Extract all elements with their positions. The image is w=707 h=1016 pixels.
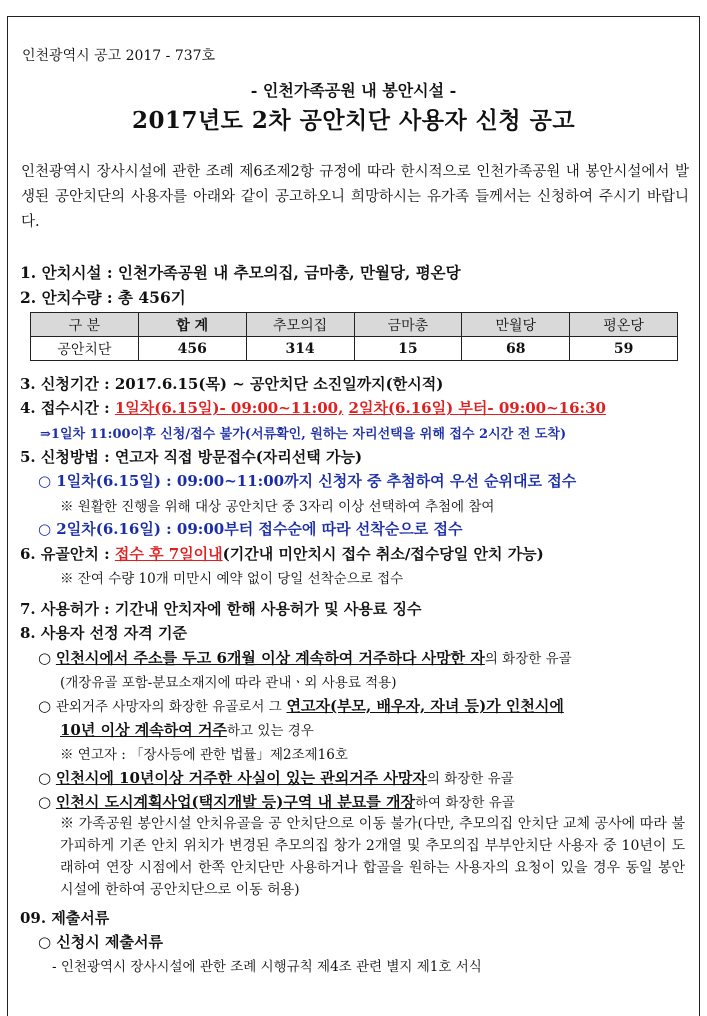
criteria-4: [38, 791, 515, 812]
section-3-value: 2017.6.15(목) ~ 공안치단 소진일까지(한시적): [114, 375, 444, 393]
section-5-label: 5. 신청방법 :: [20, 448, 110, 466]
criteria-1-bullet: ○: [38, 649, 52, 667]
section-4-day2: 2일차(6.16일) 부터- 09:00~16:30: [348, 399, 606, 417]
section-5-item-2: ○ 2일차(6.16일) : 09:00부터 접수순에 따라 선착순으로 접수: [38, 520, 463, 538]
criteria-1-line2: (개장유골 포함-분묘소재지에 따라 관내ㆍ외 사용료 적용): [60, 675, 397, 691]
section-5-item-1: ○ 1일차(6.15일) : 09:00~11:00까지 신청자 중 추첨하여 우선 순위대로 접수: [38, 472, 577, 490]
quantity-table: [30, 312, 678, 361]
notice-number: 인천광역시 공고 2017 - 737호: [22, 48, 216, 64]
section-7-label: 7. 사용허가 :: [20, 600, 110, 618]
section-5-item-1-note: ※ 원활한 진행을 위해 대상 공안치단 중 3자리 이상 선택하여 추첨에 참여: [60, 499, 495, 515]
section-4-day1: 1일차(6.15일)- 09:00~11:00,: [114, 399, 344, 417]
section-7-value: 기간내 안치자에 한해 사용허가 및 사용료 징수: [114, 600, 422, 618]
section-4-label: 4. 접수시간 :: [20, 399, 110, 417]
section-1-label: 1. 안치시설 :: [20, 263, 113, 282]
criteria-2: [38, 695, 564, 716]
criteria-3: [38, 767, 514, 788]
section-4: [20, 397, 606, 418]
intro-paragraph: 인천광역시 장사시설에 관한 조례 제6조제2항 규정에 따라 한시적으로 인천가족공원 내 봉안시설에서 발생된 공안치단의 사용자를 아래와 같이 공고하오니 희망하시는 유가족 들께서는 신청하여 주시기 바랍니다.: [21, 164, 689, 230]
section-6-note: ※ 잔여 수량 10개 미만시 예약 없이 당일 선착순으로 접수: [60, 571, 404, 587]
section-6-label: 6. 유골안치 :: [20, 545, 110, 563]
section-2-value: 총 456기: [118, 288, 186, 307]
criteria-2-bold: 연고자(부모, 배우자, 자녀 등)가 인천시에: [286, 697, 564, 715]
section-9-heading: 09. 제출서류: [20, 909, 110, 927]
criteria-4-bold: 인천시 도시계획사업(택지개발 등)구역 내 분묘를 개장: [55, 793, 415, 811]
table-cell: 59: [570, 337, 678, 361]
criteria-2-bullet: ○: [38, 697, 52, 715]
section-5-value: 연고자 직접 방문접수(자리선택 가능): [114, 448, 363, 466]
table-cell: 456: [138, 337, 246, 361]
subtitle: - 인천가족공원 내 봉안시설 -: [250, 81, 457, 100]
section-6-rest: (기간내 미안치시 접수 취소/접수당일 안치 가능): [222, 545, 544, 563]
section-6: [20, 543, 544, 564]
table-header-cell: 평온당: [570, 313, 678, 337]
section-6-red: 접수 후 7일이내: [114, 545, 223, 563]
criteria-1-bold: 인천시에서 주소를 두고 6개월 이상 계속하여 거주하다 사망한 자: [55, 649, 485, 667]
section-2-label: 2. 안치수량 :: [20, 288, 113, 307]
criteria-2-line2-bold: 10년 이상 계속하여 거주: [60, 721, 227, 739]
criteria-3-bold: 인천시에 10년이상 거주한 사실이 있는 관외거주 사망자: [55, 769, 427, 787]
table-cell: 공안치단: [31, 337, 139, 361]
table-cell: 15: [354, 337, 462, 361]
criteria-4-note: ※ 가족공원 봉안시설 안치유골을 공 안치단으로 이동 불가(다만, 추모의집 안치단 교체 공사에 따라 불가피하게 기존 안치 위치가 변경된 추모의집 창가 2개열 및 추모의집 부부안치단 사용자 중 10년이 도래하여 연장 시점에서 한쪽 안치단만 사용하거나 합골을 원하는 사용자의 요청이 있을 경우 동일 봉안시설에 한하여 공안치단으로 이동 허용): [60, 816, 685, 898]
section-4-note: ⇒1일차 11:00이후 신청/접수 불가(서류확인, 원하는 자리선택을 위해 접수 2시간 전 도착): [40, 427, 567, 442]
section-1-value: 인천가족공원 내 추모의집, 금마총, 만월당, 평온당: [118, 263, 461, 282]
table-header-cell: 금마총: [354, 313, 462, 337]
criteria-3-rest: 의 화장한 유골: [426, 771, 514, 787]
criteria-3-bullet: ○: [38, 769, 52, 787]
criteria-4-bullet: ○: [38, 793, 52, 811]
table-header-cell: 합 계: [138, 313, 246, 337]
section-7: [20, 598, 422, 619]
section-8-heading: 8. 사용자 선정 자격 기준: [20, 624, 187, 642]
section-3: [20, 373, 443, 394]
table-header-row: [31, 313, 678, 337]
section-2: [20, 286, 186, 308]
criteria-2-line2-rest: 하고 있는 경우: [226, 723, 314, 739]
table-cell: 314: [246, 337, 354, 361]
table-header-cell: 추모의집: [246, 313, 354, 337]
section-5: [20, 446, 362, 467]
criteria-1-rest: 의 화장한 유골: [484, 651, 572, 667]
section-1: [20, 261, 461, 283]
section-9-sub: ○ 신청시 제출서류: [38, 933, 163, 951]
criteria-2-line2: [60, 719, 314, 740]
criteria-2-note: ※ 연고자 : 「장사등에 관한 법률」제2조제16호: [60, 747, 348, 763]
section-3-label: 3. 신청기간 :: [20, 375, 110, 393]
section-9-item: - 인천광역시 장사시설에 관한 조례 시행규칙 제4조 관련 별지 제1호 서식: [52, 959, 482, 975]
table-cell: 68: [462, 337, 570, 361]
table-row: [31, 337, 678, 361]
criteria-1: [38, 647, 572, 668]
page-title: 2017년도 2차 공안치단 사용자 신청 공고: [131, 107, 576, 134]
table-header-cell: 구 분: [31, 313, 139, 337]
table-header-cell: 만월당: [462, 313, 570, 337]
criteria-4-rest: 하여 화장한 유골: [414, 795, 515, 811]
criteria-2-plain: 관외거주 사망자의 화장한 유골로서 그: [55, 699, 282, 715]
